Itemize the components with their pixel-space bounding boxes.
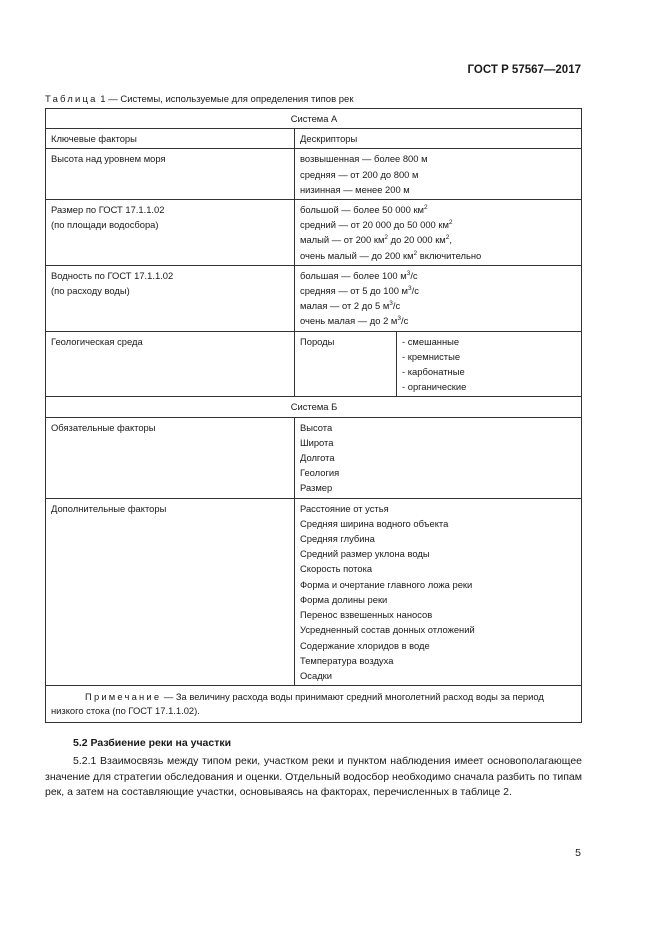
superscript: 3	[406, 269, 411, 277]
list-item: Скорость потока	[300, 563, 373, 575]
descriptor-line: средняя — от 200 до 800 м	[300, 168, 419, 180]
list-item: Геология	[300, 467, 340, 479]
table-row	[46, 265, 582, 331]
list-item: Форма и очертание главного ложа реки	[300, 578, 473, 590]
list-item: Широта	[300, 436, 334, 448]
superscript: 2	[424, 204, 428, 212]
list-item: - смешанные	[402, 335, 460, 347]
list-item: Средний размер уклона воды	[300, 548, 430, 560]
table-row	[46, 149, 582, 200]
list-item: Осадки	[300, 669, 333, 681]
descriptor-cell	[295, 498, 582, 685]
descriptor-text: /с	[411, 285, 419, 297]
rock-subtable	[295, 332, 581, 397]
list-item: - карбонатные	[402, 366, 465, 378]
body-paragraph: 5.2.1 Взаимосвязь между типом реки, участком реки и пунктом наблюдения имеет основополагающее значение для стратегии обследования и оценки. Отдельный водосбор необходимо сначала разбить по типам рек, а затем на составляющие участки, основываясь на факторах, перечисленных в таблице 2.	[45, 755, 582, 799]
descriptor-cell	[295, 417, 582, 498]
river-type-systems-table	[45, 108, 582, 723]
col-header-descriptors: Дескрипторы	[295, 129, 582, 149]
factor-line: Размер по ГОСТ 17.1.1.02	[51, 204, 165, 216]
list-item: Средняя ширина водного объекта	[300, 517, 449, 529]
descriptor-text: ,	[449, 234, 452, 246]
descriptor-text: средний — от 20 000 до 50 000 км	[300, 219, 449, 231]
table-caption	[45, 94, 354, 105]
superscript: 2	[384, 234, 389, 242]
descriptor-text: /с	[392, 300, 401, 312]
table-row	[46, 129, 582, 149]
superscript: 2	[413, 249, 418, 257]
note-label: Примечание	[85, 691, 162, 703]
list-item: Расстояние от устья	[300, 502, 389, 514]
descriptor-text: малая — от 2 до 5 м	[300, 300, 390, 312]
table-row	[46, 498, 582, 685]
table-row	[46, 397, 582, 417]
standard-number: ГОСТ Р 57567—2017	[467, 64, 581, 76]
list-item: Содержание хлоридов в воде	[300, 639, 430, 651]
factor-cell: Дополнительные факторы	[46, 498, 295, 685]
superscript: 3	[397, 315, 401, 323]
descriptor-text: средняя — от 5 до 100 м	[300, 285, 408, 297]
factor-line: Водность по ГОСТ 17.1.1.02	[51, 269, 174, 281]
factor-cell: Обязательные факторы	[46, 417, 295, 498]
descriptor-line	[300, 232, 577, 247]
descriptor-line	[300, 298, 577, 313]
table-row	[46, 417, 582, 498]
list-item: Температура воздуха	[300, 654, 394, 666]
descriptor-text: /с	[410, 269, 418, 281]
descriptor-text: большой — более 50 000 км	[300, 204, 424, 216]
table-row	[46, 109, 582, 129]
descriptor-cell	[295, 200, 582, 266]
descriptor-line	[300, 217, 577, 232]
descriptor-text: очень малая — до 2 м	[300, 315, 398, 327]
descriptor-cell	[295, 265, 582, 331]
list-item: Долгота	[300, 452, 335, 464]
list-item: Усредненный состав донных отложений	[300, 624, 475, 636]
col-header-factors: Ключевые факторы	[46, 129, 295, 149]
page-number: 5	[575, 847, 581, 859]
list-item: Средняя глубина	[300, 533, 375, 545]
descriptor-line	[300, 283, 577, 298]
caption-label: Таблица	[45, 94, 98, 105]
table-note	[46, 686, 582, 723]
section-heading: 5.2 Разбиение реки на участки	[73, 737, 232, 749]
superscript: 3	[408, 285, 412, 293]
descriptor-text: до 20 000 км	[388, 234, 446, 246]
note-text: — За величину расхода воды принимают средний многолетний расход воды за период низкого стока (по ГОСТ 17.1.1.02).	[51, 691, 544, 717]
descriptor-text: малый — от 200 км	[300, 234, 385, 246]
list-item: - кремнистые	[402, 350, 461, 362]
table-row	[46, 331, 582, 397]
factor-cell	[46, 265, 295, 331]
superscript: 2	[448, 219, 453, 227]
system-b-header: Система Б	[46, 397, 582, 417]
superscript: 3	[389, 300, 393, 308]
descriptor-text: большая — более 100 м	[300, 269, 407, 281]
list-item: Перенос взвешенных наносов	[300, 609, 433, 621]
descriptor-line: возвышенная — более 800 м	[300, 153, 428, 165]
descriptor-text: /с	[400, 315, 409, 327]
rock-label: Породы	[295, 332, 397, 397]
factor-cell: Высота над уровнем моря	[46, 149, 295, 200]
factor-line: (по расходу воды)	[51, 285, 130, 297]
descriptor-line	[300, 248, 577, 263]
rock-list	[397, 332, 581, 397]
descriptor-line	[300, 268, 577, 283]
system-a-header: Система А	[46, 109, 582, 129]
descriptor-cell	[295, 331, 582, 397]
factor-line: (по площади водосбора)	[51, 219, 159, 231]
list-item: Высота	[300, 421, 333, 433]
descriptor-line	[300, 313, 577, 328]
descriptor-cell	[295, 149, 582, 200]
descriptor-line	[300, 202, 577, 217]
descriptor-text: очень малый — до 200 км	[300, 249, 414, 261]
caption-text: 1 — Системы, используемые для определения типов рек	[97, 94, 354, 105]
list-item: Размер	[300, 482, 333, 494]
list-item: Форма долины реки	[300, 593, 388, 605]
descriptor-text: включительно	[417, 249, 482, 261]
table-row	[46, 200, 582, 266]
factor-cell	[46, 200, 295, 266]
list-item: - органические	[402, 381, 467, 393]
descriptor-line: низинная — менее 200 м	[300, 183, 410, 195]
factor-cell: Геологическая среда	[46, 331, 295, 397]
table-row	[46, 686, 582, 723]
superscript: 2	[445, 234, 450, 242]
